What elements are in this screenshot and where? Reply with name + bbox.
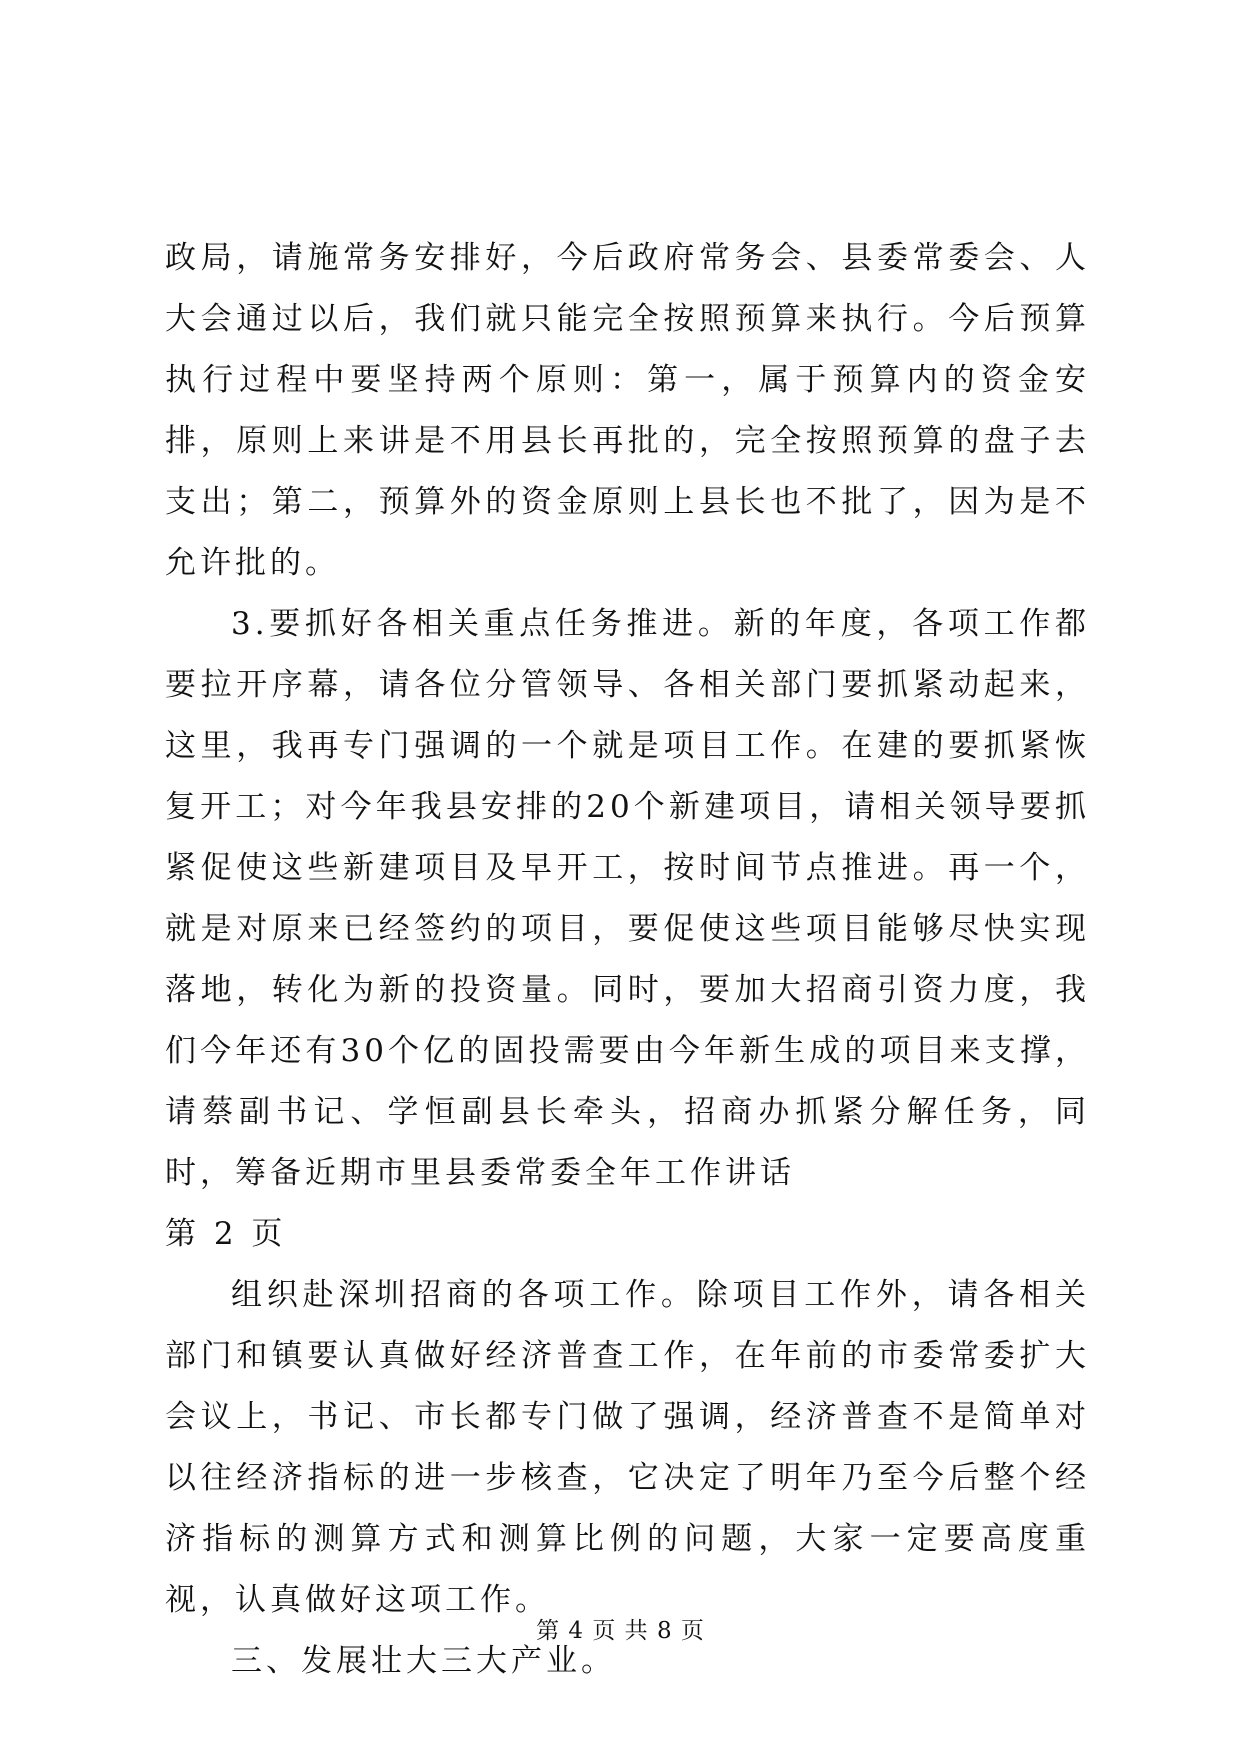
- paragraph-key-tasks: 3.要抓好各相关重点任务推进。新的年度，各项工作都要拉开序幕，请各位分管领导、各相关部门要抓紧动起来，这里，我再专门强调的一个就是项目工作。在建的要抓紧恢复开工；对今年我县安排的20个新建项目，请相关领导要抓紧促使这些新建项目及早开工，按时间节点推进。再一个，就是对原来已经签约的项目，要促使这些项目能够尽快实现落地，转化为新的投资量。同时，要加大招商引资力度，我们今年还有30个亿的固投需要由今年新生成的项目来支撑，请蔡副书记、学恒副县长牵头，招商办抓紧分解任务，同时，筹备近期市里县委常委全年工作讲话: [165, 606, 1090, 1191]
- paragraph-budget-principles: 政局，请施常务安排好，今后政府常务会、县委常委会、人大会通过以后，我们就只能完全按照预算来执行。今后预算执行过程中要坚持两个原则：第一，属于预算内的资金安排，原则上来讲是不用县长再批的，完全按照预算的盘子去支出；第二，预算外的资金原则上县长也不批了，因为是不允许批的。: [165, 240, 1090, 581]
- document-body: [165, 228, 1090, 1692]
- inline-page-marker: 第 2 页: [165, 1216, 287, 1252]
- paragraph-investment-census: 组织赴深圳招商的各项工作。除项目工作外，请各相关部门和镇要认真做好经济普查工作，在年前的市委常委扩大会议上，书记、市长都专门做了强调，经济普查不是简单对以往经济指标的进一步核查，它决定了明年乃至今后整个经济指标的测算方式和测算比例的问题，大家一定要高度重视，认真做好这项工作。: [165, 1277, 1090, 1618]
- page-footer: 第 4 页 共 8 页: [536, 1618, 705, 1644]
- section-heading-industries: 三、发展壮大三大产业。: [231, 1643, 616, 1679]
